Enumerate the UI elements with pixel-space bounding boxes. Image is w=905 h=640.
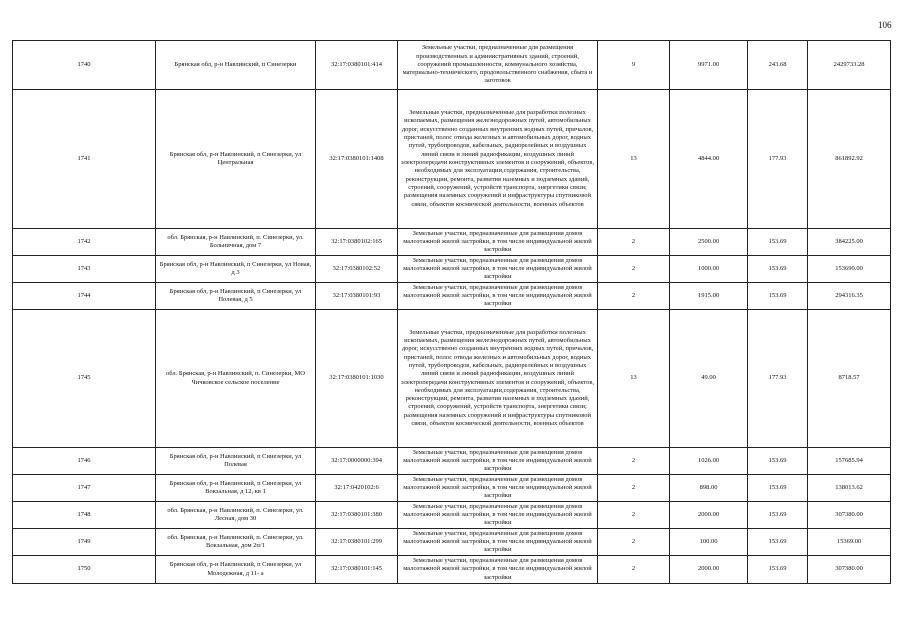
row-number: 1750 — [13, 556, 156, 584]
cadastral-value-cell: 861892.92 — [808, 90, 891, 229]
area-cell: 1915.00 — [670, 283, 748, 310]
rate-cell: 153.69 — [748, 556, 808, 584]
group-cell: 2 — [598, 475, 670, 502]
land-use-description-cell: Земельные участки, предназначенные для размещения производственных и административных зданий, строений, сооружений промышленности, коммунального хозяйства, материально-технического, продовольственного снабжения, сбыта и заготовок — [398, 41, 598, 90]
group-cell: 2 — [598, 556, 670, 584]
land-use-description-cell: Земельные участки, предназначенные для размещения домов малоэтажной жилой застройки, в том числе индивидуальной жилой застройки — [398, 529, 598, 556]
group-cell: 13 — [598, 90, 670, 229]
address-cell: обл. Брянская, р-н Навлинский, п. Синезерки, МО Чичковское сельское поселение — [156, 310, 316, 448]
rate-cell: 153.69 — [748, 256, 808, 283]
address-cell: обл. Брянская, р-н Навлинский, п. Синезерки, ул. Лесная, дом 30 — [156, 502, 316, 529]
cadastral-number-cell: 32:17:0380101:380 — [316, 502, 398, 529]
row-number: 1742 — [13, 229, 156, 256]
land-use-description-cell: Земельные участки, предназначенные для разработки полезных ископаемых, размещения железнодорожных путей, автомобильных дорог, искусственно созданных внутренних водных путей, причалов, пристаней, полос отвода железных и автомобильных дорог, водных путей, трубопроводов, кабельных, радиорелейных и воздушных линий связи и линий радиофикации, воздушных линий электропередачи конструктивных элементов и сооружений, объектов, необходимых для эксплуатации,содержания, строительства, реконструкции, ремонта, развития наземных и подземных зданий, строений, сооружений, устройств транспорта, энергетики связи; размещения наземных сооружений и инфраструктуры спутниковой связи, объектов космической деятельности, военных объектов — [398, 90, 598, 229]
table-body — [13, 41, 891, 584]
cadastral-value-cell: 157685.94 — [808, 448, 891, 475]
rate-cell: 153.69 — [748, 475, 808, 502]
cadastral-value-cell: 138013.62 — [808, 475, 891, 502]
cadastral-value-cell: 294316.35 — [808, 283, 891, 310]
page-number: 106 — [878, 20, 892, 30]
cadastral-number-cell: 32:17:0000000:394 — [316, 448, 398, 475]
row-number: 1740 — [13, 41, 156, 90]
land-use-description-cell: Земельные участки, предназначенные для размещения домов малоэтажной жилой застройки, в том числе индивидуальной жилой застройки — [398, 475, 598, 502]
table-row — [13, 256, 891, 283]
cadastral-value-cell: 307380.00 — [808, 556, 891, 584]
area-cell: 1000.00 — [670, 256, 748, 283]
rate-cell: 243.68 — [748, 41, 808, 90]
address-cell: Брянская обл, р-н Навлинский, п Синезерки, ул Молодежная, д 11- а — [156, 556, 316, 584]
area-cell: 100.00 — [670, 529, 748, 556]
cadastral-number-cell: 32:17:0380102:52 — [316, 256, 398, 283]
cadastral-value-cell: 8718.57 — [808, 310, 891, 448]
land-use-description-cell: Земельные участки, предназначенные для разработки полезных ископаемых, размещения железнодорожных путей, автомобильных дорог, искусственно созданных внутренних водных путей, причалов, пристаней, полос отвода железных и автомобильных дорог, водных путей, трубопроводов, кабельных, радиорелейных и воздушных линий связи и линий радиофикации, воздушных линий электропередачи конструктивных элементов и сооружений, объектов, необходимых для эксплуатации,содержания, строительства, реконструкции, ремонта, развития наземных и подземных зданий, строений, сооружений, устройств транспорта, энергетики связи; размещения наземных сооружений и инфраструктуры спутниковой связи, объектов космической деятельности, военных объектов — [398, 310, 598, 448]
land-use-description-cell: Земельные участки, предназначенные для размещения домов малоэтажной жилой застройки, в том числе индивидуальной жилой застройки — [398, 229, 598, 256]
table-row — [13, 475, 891, 502]
group-cell: 2 — [598, 283, 670, 310]
rate-cell: 177.93 — [748, 90, 808, 229]
group-cell: 13 — [598, 310, 670, 448]
area-cell: 2000.00 — [670, 556, 748, 584]
table-row — [13, 283, 891, 310]
group-cell: 2 — [598, 448, 670, 475]
row-number: 1747 — [13, 475, 156, 502]
rate-cell: 153.69 — [748, 502, 808, 529]
table-row — [13, 41, 891, 90]
table-row — [13, 556, 891, 584]
area-cell: 1026.00 — [670, 448, 748, 475]
cadastral-number-cell: 32:17:0380101:1408 — [316, 90, 398, 229]
address-cell: Брянская обл, р-н Навлинский, п Синезерки, ул Новая, д 3 — [156, 256, 316, 283]
cadastral-number-cell: 32:17:0380102:165 — [316, 229, 398, 256]
rate-cell: 153.69 — [748, 283, 808, 310]
table-row — [13, 502, 891, 529]
group-cell: 2 — [598, 529, 670, 556]
row-number: 1745 — [13, 310, 156, 448]
row-number: 1748 — [13, 502, 156, 529]
cadastral-number-cell: 32:17:0380101:145 — [316, 556, 398, 584]
row-number: 1749 — [13, 529, 156, 556]
table-row — [13, 90, 891, 229]
address-cell: Брянская обл, р-н Навлинский, п Синезерки, ул Полевая — [156, 448, 316, 475]
land-use-description-cell: Земельные участки, предназначенные для размещения домов малоэтажной жилой застройки, в том числе индивидуальной жилой застройки — [398, 502, 598, 529]
area-cell: 2500.00 — [670, 229, 748, 256]
address-cell: Брянская обл, р-н Навлинский, п Синезерки, ул Полевая, д 5 — [156, 283, 316, 310]
group-cell: 2 — [598, 256, 670, 283]
cadastral-number-cell: 32:17:0380101:414 — [316, 41, 398, 90]
rate-cell: 153.69 — [748, 229, 808, 256]
area-cell: 898.00 — [670, 475, 748, 502]
table-row — [13, 229, 891, 256]
address-cell: Брянская обл, р-н Навлинский, п Синезерки, ул Центральная — [156, 90, 316, 229]
row-number: 1741 — [13, 90, 156, 229]
address-cell: Брянская обл, р-н Навлинский, п Синезерки, ул Вокзальная, д 12, кв 1 — [156, 475, 316, 502]
cadastral-value-cell: 153690.00 — [808, 256, 891, 283]
rate-cell: 153.69 — [748, 529, 808, 556]
rate-cell: 153.69 — [748, 448, 808, 475]
address-cell: обл. Брянская, р-н Навлинский, п. Синезерки, ул. Вокзальная, дом 2п/1 — [156, 529, 316, 556]
table-row — [13, 529, 891, 556]
land-use-description-cell: Земельные участки, предназначенные для размещения домов малоэтажной жилой застройки, в том числе индивидуальной жилой застройки — [398, 556, 598, 584]
cadastral-number-cell: 32:17:0380101:1030 — [316, 310, 398, 448]
cadastral-number-cell: 32:17:0380101:93 — [316, 283, 398, 310]
area-cell: 4844.00 — [670, 90, 748, 229]
land-use-description-cell: Земельные участки, предназначенные для размещения домов малоэтажной жилой застройки, в том числе индивидуальной жилой застройки — [398, 283, 598, 310]
area-cell: 49.00 — [670, 310, 748, 448]
area-cell: 2000.00 — [670, 502, 748, 529]
cadastral-value-cell: 15369.00 — [808, 529, 891, 556]
group-cell: 2 — [598, 502, 670, 529]
row-number: 1746 — [13, 448, 156, 475]
cadastral-value-cell: 2429733.28 — [808, 41, 891, 90]
area-cell: 9971.00 — [670, 41, 748, 90]
cadastral-number-cell: 32:17:0380101:299 — [316, 529, 398, 556]
cadastral-number-cell: 32:17:0420102:6 — [316, 475, 398, 502]
group-cell: 2 — [598, 229, 670, 256]
table-row — [13, 310, 891, 448]
address-cell: Брянская обл, р-н Навлинский, п Синезерки — [156, 41, 316, 90]
rate-cell: 177.93 — [748, 310, 808, 448]
table-row — [13, 448, 891, 475]
land-plots-table — [12, 40, 891, 584]
land-use-description-cell: Земельные участки, предназначенные для размещения домов малоэтажной жилой застройки, в том числе индивидуальной жилой застройки — [398, 448, 598, 475]
row-number: 1744 — [13, 283, 156, 310]
group-cell: 9 — [598, 41, 670, 90]
cadastral-value-cell: 384225.00 — [808, 229, 891, 256]
cadastral-value-cell: 307380.00 — [808, 502, 891, 529]
land-use-description-cell: Земельные участки, предназначенные для размещения домов малоэтажной жилой застройки, в том числе индивидуальной жилой застройки — [398, 256, 598, 283]
address-cell: обл. Брянская, р-н Навлинский, п. Синезерки, ул. Больничная, дом 7 — [156, 229, 316, 256]
row-number: 1743 — [13, 256, 156, 283]
